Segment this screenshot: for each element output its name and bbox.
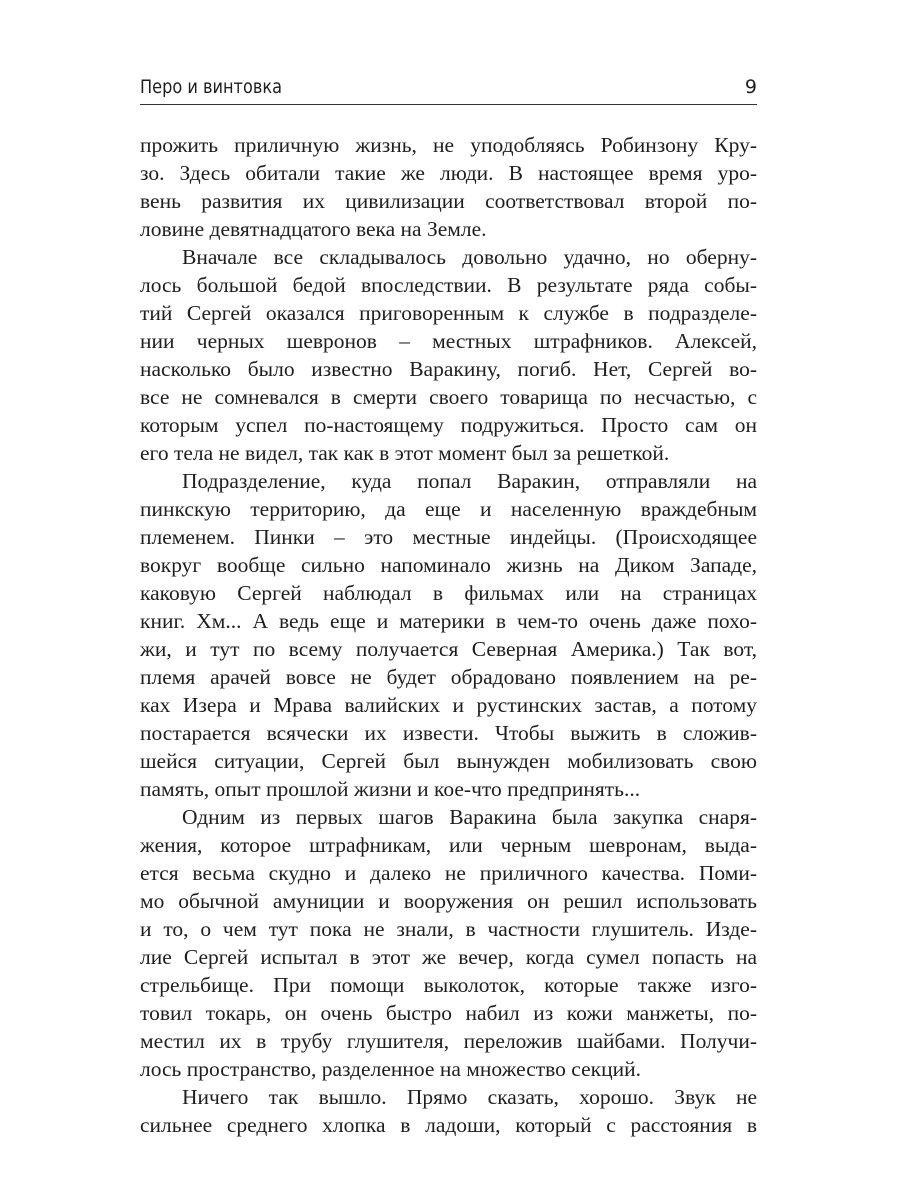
text-line: Вначале все складывалось довольно удачно, но оберну- — [182, 245, 757, 269]
text-line: ках Изера и Мрава валийских и рустинских застав, а потому — [140, 693, 757, 717]
text-line: сильнее среднего хлопка в ладоши, который с расстояния в — [140, 1113, 757, 1137]
page-number: 9 — [744, 76, 757, 98]
text-line: насколько было известно Варакину, погиб. Нет, Сергей во- — [140, 357, 757, 381]
text-line: пинкскую территорию, да еще и населенную враждебным — [140, 497, 757, 521]
text-line: прожить приличную жизнь, не уподобляясь Робинзону Кру- — [140, 133, 757, 157]
paragraph — [140, 467, 757, 803]
text-line: память, опыт прошлой жизни и кое-что предпринять... — [140, 777, 641, 801]
page-body-text — [140, 131, 757, 1139]
text-line: его тела не видел, так как в этот момент был за решеткой. — [140, 441, 670, 465]
text-line: товил токарь, он очень быстро набил из кожи манжеты, по- — [140, 1001, 757, 1025]
text-line: Ничего так вышло. Прямо сказать, хорошо. Звук не — [182, 1085, 757, 1109]
text-line: местил их в трубу глушителя, переложив шайбами. Получи- — [140, 1029, 757, 1053]
paragraph — [140, 131, 757, 243]
paragraph — [140, 803, 757, 1083]
running-header — [140, 74, 757, 105]
text-line: которым успел по-настоящему подружиться. Просто сам он — [140, 413, 757, 437]
text-line: Подразделение, куда попал Варакин, отправляли на — [182, 469, 757, 493]
text-line: каковую Сергей наблюдал в фильмах или на страницах — [140, 581, 757, 605]
text-line: ется весьма скудно и далеко не приличного качества. Поми- — [140, 861, 757, 885]
text-line: книг. Хм... А ведь еще и материки в чем-то очень даже похо- — [140, 609, 757, 633]
text-line: все не сомневался в смерти своего товарища по несчастью, с — [140, 385, 757, 409]
text-line: племенем. Пинки – это местные индейцы. (Происходящее — [140, 525, 757, 549]
text-line: жи, и тут по всему получается Северная Америка.) Так вот, — [140, 637, 757, 661]
text-line: стрельбище. При помощи выколоток, которые также изго- — [140, 973, 757, 997]
text-line: лось большой бедой впоследствии. В результате ряда собы- — [140, 273, 757, 297]
text-line: и то, о чем тут пока не знали, в частности глушитель. Изде- — [140, 917, 757, 941]
text-line: шейся ситуации, Сергей был вынужден мобилизовать свою — [140, 749, 757, 773]
text-line: лие Сергей испытал в этот же вечер, когда сумел попасть на — [140, 945, 757, 969]
text-line: вень развития их цивилизации соответствовал второй по- — [140, 189, 757, 213]
text-line: племя арачей вовсе не будет обрадовано появлением на ре- — [140, 665, 757, 689]
text-line: мо обычной амуниции и вооружения он решил использовать — [140, 889, 757, 913]
text-line: постарается всячески их извести. Чтобы выжить в сложив- — [140, 721, 757, 745]
text-line: Одним из первых шагов Варакина была закупка снаря- — [182, 805, 757, 829]
text-line: зо. Здесь обитали такие же люди. В настоящее время уро- — [140, 161, 757, 185]
text-line: вокруг вообще сильно напоминало жизнь на Диком Западе, — [140, 553, 757, 577]
paragraph — [140, 1083, 757, 1139]
book-title: Перо и винтовка — [140, 76, 283, 98]
text-line: тий Сергей оказался приговоренным к службе в подразделе- — [140, 301, 757, 325]
text-line: ловине девятнадцатого века на Земле. — [140, 217, 487, 241]
text-line: лось пространство, разделенное на множество секций. — [140, 1057, 641, 1081]
paragraph — [140, 243, 757, 467]
text-line: нии черных шевронов – местных штрафников. Алексей, — [140, 329, 757, 353]
text-line: жения, которое штрафникам, или черным шевронам, выда- — [140, 833, 757, 857]
